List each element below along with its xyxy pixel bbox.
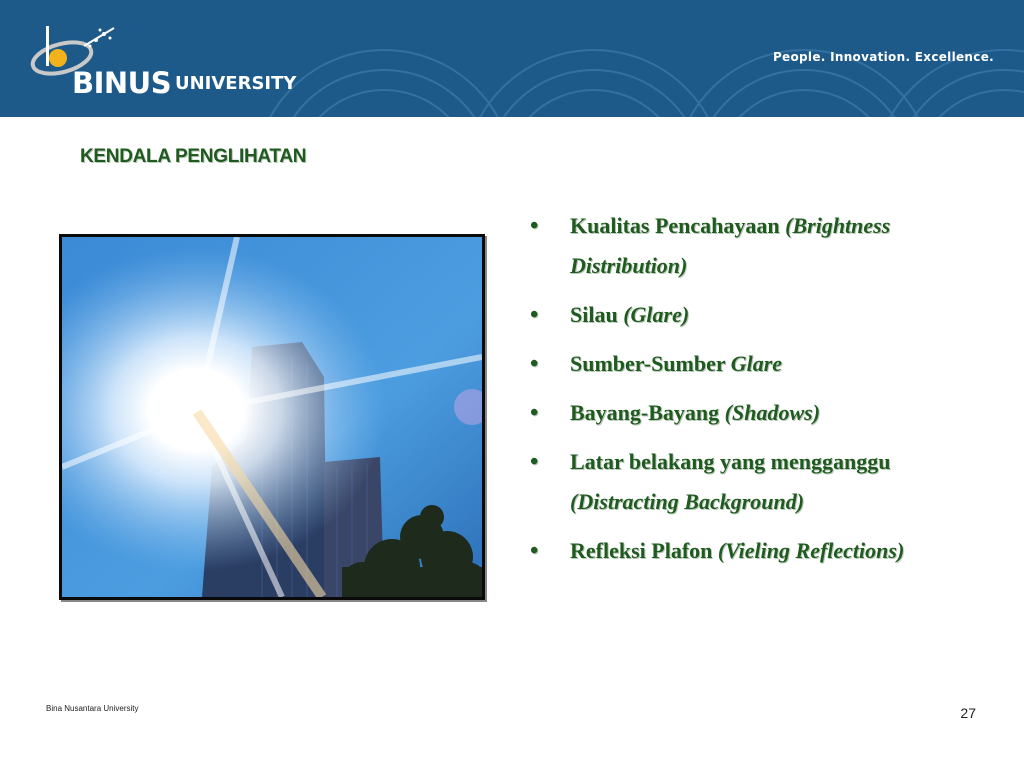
- bullet-italic: (Brightness Distribution): [570, 213, 891, 278]
- logo-suffix-text: UNIVERSITY: [175, 73, 297, 94]
- glare-photo: [59, 234, 485, 600]
- bullet-dot-icon: •: [530, 400, 539, 426]
- bullet-text: Kualitas Pencahayaan: [570, 213, 786, 238]
- footer-university: Bina Nusantara University: [46, 704, 139, 713]
- bullet-italic: (Distracting Background): [570, 489, 805, 514]
- bullet-text: Bayang-Bayang: [570, 400, 725, 425]
- list-item: [530, 393, 1000, 433]
- bullet-dot-icon: •: [530, 213, 539, 239]
- list-item: [530, 206, 1000, 286]
- binus-logo: [24, 18, 314, 108]
- bullet-dot-icon: •: [530, 538, 539, 564]
- bullet-italic: (Glare): [623, 302, 690, 327]
- page-number: 27: [960, 705, 976, 721]
- list-item: [530, 531, 1000, 571]
- bullet-dot-icon: •: [530, 449, 539, 475]
- bullet-text: Sumber-Sumber: [570, 351, 731, 376]
- slide-title: KENDALA PENGLIHATAN: [80, 146, 307, 167]
- bullet-italic: (Vieling Reflections): [717, 538, 905, 563]
- bullet-text: Refleksi Plafon: [570, 538, 718, 563]
- list-item: [530, 442, 1000, 522]
- bullet-dot-icon: •: [530, 302, 539, 328]
- bullet-text: Silau: [570, 302, 624, 327]
- bullet-list: [530, 206, 1000, 580]
- list-item: [530, 344, 1000, 384]
- sun-glare-building-image: [62, 237, 482, 597]
- bullet-dot-icon: •: [530, 351, 539, 377]
- list-item: [530, 295, 1000, 335]
- logo-brand-text: BINUS: [72, 66, 172, 100]
- bullet-italic: (Shadows): [724, 400, 821, 425]
- header-banner: [0, 0, 1024, 117]
- bullet-text: Latar belakang yang mengganggu: [570, 449, 891, 474]
- bullet-italic: Glare: [730, 351, 783, 376]
- tagline: People. Innovation. Excellence.: [772, 50, 994, 64]
